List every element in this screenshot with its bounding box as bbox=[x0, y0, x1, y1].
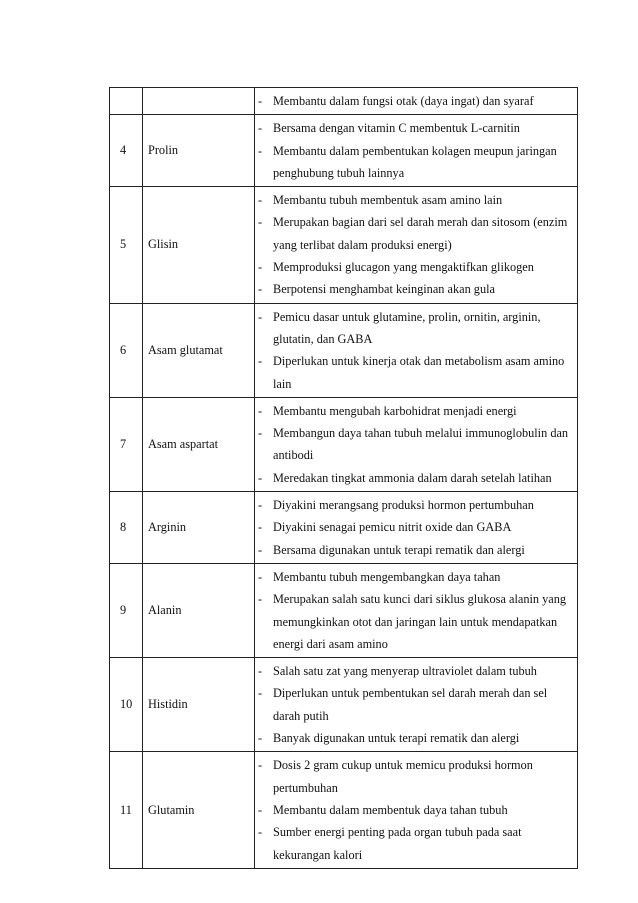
function-item: - Salah satu zat yang menyerap ultraviolet dalam tubuh bbox=[258, 660, 577, 682]
function-item: - Membantu tubuh mengembangkan daya tahan bbox=[258, 566, 577, 588]
function-item: - Membantu mengubah karbohidrat menjadi energi bbox=[258, 400, 577, 422]
function-list bbox=[258, 90, 577, 112]
function-item: - Membantu tubuh membentuk asam amino lain bbox=[258, 189, 577, 211]
table-row bbox=[110, 397, 578, 491]
table-row bbox=[110, 187, 578, 303]
function-list-cell bbox=[255, 492, 578, 564]
function-item: - Membantu dalam membentuk daya tahan tubuh bbox=[258, 799, 577, 821]
row-number: 4 bbox=[110, 115, 143, 187]
amino-acid-name: Asam glutamat bbox=[143, 303, 255, 397]
function-list-cell bbox=[255, 658, 578, 752]
table-row bbox=[110, 752, 578, 868]
function-list bbox=[258, 117, 577, 184]
row-number: 8 bbox=[110, 492, 143, 564]
function-list bbox=[258, 754, 577, 865]
amino-acid-name: Arginin bbox=[143, 492, 255, 564]
table-row bbox=[110, 88, 578, 115]
amino-acid-name: Glutamin bbox=[143, 752, 255, 868]
row-number: 7 bbox=[110, 397, 143, 491]
amino-acid-name: Alanin bbox=[143, 563, 255, 657]
function-item: - Sumber energi penting pada organ tubuh pada saat kekurangan kalori bbox=[258, 821, 577, 866]
function-item: - Membantu dalam fungsi otak (daya ingat) dan syaraf bbox=[258, 90, 577, 112]
table-row bbox=[110, 303, 578, 397]
amino-acid-name: Prolin bbox=[143, 115, 255, 187]
table-row bbox=[110, 115, 578, 187]
function-item: - Meredakan tingkat ammonia dalam darah setelah latihan bbox=[258, 467, 577, 489]
row-number: 10 bbox=[110, 658, 143, 752]
function-list bbox=[258, 400, 577, 489]
function-item: - Bersama dengan vitamin C membentuk L-carnitin bbox=[258, 117, 577, 139]
function-item: - Banyak digunakan untuk terapi rematik dan alergi bbox=[258, 727, 577, 749]
row-number: 5 bbox=[110, 187, 143, 303]
function-list bbox=[258, 306, 577, 395]
function-item: - Memproduksi glucagon yang mengaktifkan glikogen bbox=[258, 256, 577, 278]
function-item: - Dosis 2 gram cukup untuk memicu produksi hormon pertumbuhan bbox=[258, 754, 577, 799]
function-list bbox=[258, 660, 577, 749]
row-number: 11 bbox=[110, 752, 143, 868]
function-item: - Diperlukan untuk kinerja otak dan metabolism asam amino lain bbox=[258, 350, 577, 395]
function-item: - Membantu dalam pembentukan kolagen meupun jaringan penghubung tubuh lainnya bbox=[258, 140, 577, 185]
function-item: - Membangun daya tahan tubuh melalui immunoglobulin dan antibodi bbox=[258, 422, 577, 467]
function-list-cell bbox=[255, 563, 578, 657]
amino-acid-name: Glisin bbox=[143, 187, 255, 303]
amino-acid-table bbox=[109, 87, 578, 869]
table-row bbox=[110, 492, 578, 564]
function-list bbox=[258, 566, 577, 655]
function-item: - Pemicu dasar untuk glutamine, prolin, ornitin, arginin, glutatin, dan GABA bbox=[258, 306, 577, 351]
row-number: 6 bbox=[110, 303, 143, 397]
function-item: - Diyakini merangsang produksi hormon pertumbuhan bbox=[258, 494, 577, 516]
function-list bbox=[258, 189, 577, 300]
table-body bbox=[110, 88, 578, 869]
function-item: - Diyakini senagai pemicu nitrit oxide dan GABA bbox=[258, 516, 577, 538]
function-list-cell bbox=[255, 303, 578, 397]
function-list-cell bbox=[255, 88, 578, 115]
table-row bbox=[110, 658, 578, 752]
row-number bbox=[110, 88, 143, 115]
function-list-cell bbox=[255, 752, 578, 868]
function-item: - Bersama digunakan untuk terapi rematik dan alergi bbox=[258, 539, 577, 561]
row-number: 9 bbox=[110, 563, 143, 657]
amino-acid-name: Asam aspartat bbox=[143, 397, 255, 491]
function-list-cell bbox=[255, 187, 578, 303]
function-item: - Diperlukan untuk pembentukan sel darah merah dan sel darah putih bbox=[258, 682, 577, 727]
table-row bbox=[110, 563, 578, 657]
function-item: - Merupakan salah satu kunci dari siklus glukosa alanin yang memungkinkan otot dan jaringan lain untuk mendapatkan energi dari asam amino bbox=[258, 588, 577, 655]
function-list bbox=[258, 494, 577, 561]
function-list-cell bbox=[255, 115, 578, 187]
function-list-cell bbox=[255, 397, 578, 491]
function-item: - Merupakan bagian dari sel darah merah dan sitosom (enzim yang terlibat dalam produksi energi) bbox=[258, 211, 577, 256]
function-item: - Berpotensi menghambat keinginan akan gula bbox=[258, 278, 577, 300]
amino-acid-name: Histidin bbox=[143, 658, 255, 752]
amino-acid-name bbox=[143, 88, 255, 115]
